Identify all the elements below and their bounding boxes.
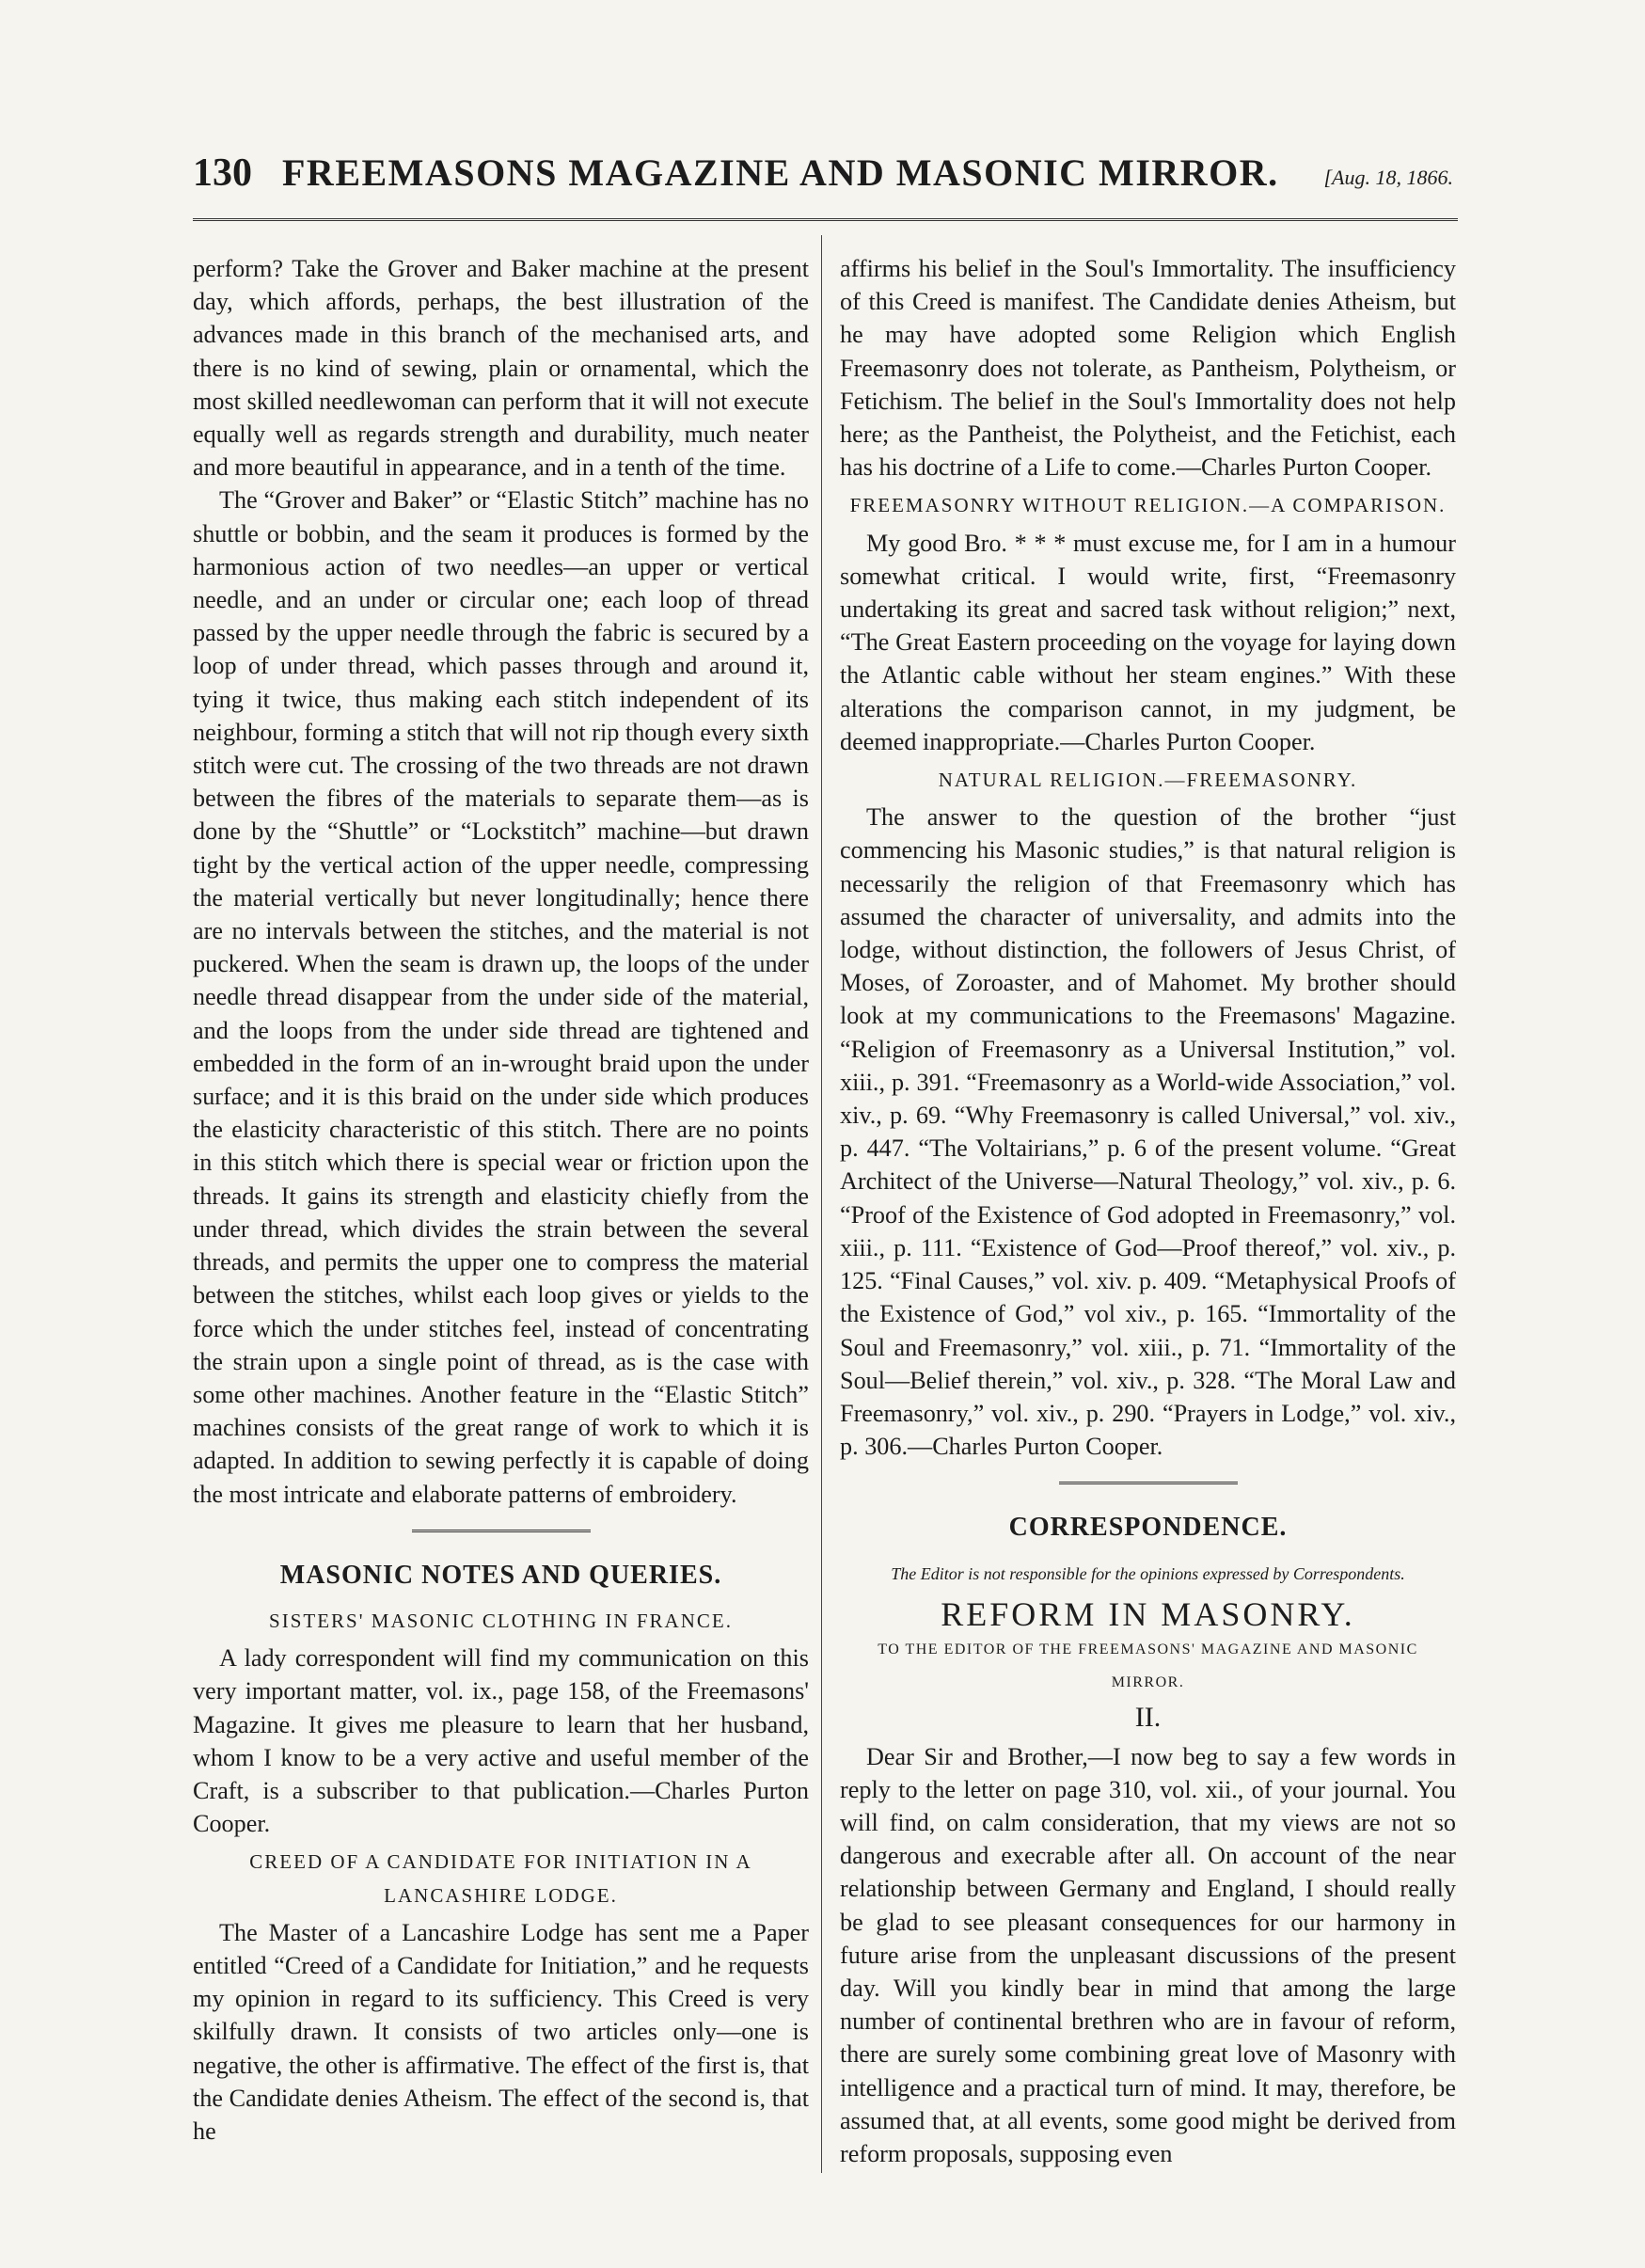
creed-heading: CREED OF A CANDIDATE FOR INITIATION IN A LANCASHIRE LODGE. [249, 1850, 752, 1907]
column-divider [821, 235, 822, 2173]
creed-text: The Master of a Lancashire Lodge has sent me a Paper entitled “Creed of a Candidate for Initiation,” and he requests my opinion in regard to its sufficiency. This Creed is very skilfully drawn. It consists of two articles only—one is negative, the other is affirmative. The effect of the first is, that the Candidate denies Atheism. The effect of the second is, that he [193, 1918, 809, 2145]
page-number: 130 [193, 151, 252, 195]
left-column [193, 252, 809, 2148]
reform-title: REFORM IN MASONRY. [941, 1594, 1355, 1633]
notes-heading: MASONIC NOTES AND QUERIES. [279, 1560, 722, 1590]
page-header [193, 151, 1453, 207]
reform-text: Dear Sir and Brother,—I now beg to say a few words in reply to the letter on page 310, vol. xii., of your journal. You will find, on calm consideration, that my views are not so dangerous and execrable after all. On account of the near relationship between Germany and England, I should really be glad to see pleasant consequences for our harmony in future arise from the unpleasant discussions of the present day. Will you kindly bear in mind that among the large number of continental brethren who are in favour of reform, there are surely some combining great love of Masonry with intelligence and a practical turn of mind. It may, therefore, be assumed that, at all events, some good might be derived from reform proposals, supposing even [840, 1742, 1456, 2167]
comparison-heading: FREEMASONRY WITHOUT RELIGION.—A COMPARISON. [849, 494, 1447, 517]
creed-continued-text: affirms his belief in the Soul's Immortality. The insufficiency of this Creed is manifest. The Candidate denies Atheism, but he may have adopted some Religion which English Freemasonry does not tolerate, as Pantheism, Polytheism, or Fetichism. The belief in the Soul's Immortality does not help here; as the Pantheist, the Polytheist, and the Fetichist, each has his doctrine of a Life to come.—Charles Purton Cooper. [840, 255, 1456, 482]
sisters-heading: SISTERS' MASONIC CLOTHING IN FRANCE. [269, 1609, 733, 1632]
article-paragraph: The “Grover and Baker” or “Elastic Stitch” machine has no shuttle or bobbin, and the seam it produces is formed by the harmonious action of two needles—an upper or vertical needle, and an under or circular one; each loop of thread passed by the upper needle through the fabric is secured by a loop of under thread, which passes through and around it, tying it twice, thus making each stitch independent of its neighbour, forming a stitch that will not rip though every sixth stitch were cut. The crossing of the two threads are not drawn between the fibres of the materials to separate them—as is done by the “Shuttle” or “Lockstitch” machine—but drawn tight by the vertical action of the upper needle, compressing the material vertically but never longitudinally; hence there are no intervals between the stitches, and the material is not puckered. When the seam is drawn up, the loops of the under needle thread disappear from the under side of the material, and the loops from the under side thread are tightened and embedded in the form of an in-wrought braid upon the under surface; and it is this braid on the under side which produces the elasticity characteristic of this stitch. There are no points in this stitch which there is special wear or friction upon the threads. It gains its strength and elasticity chiefly from the under thread, which divides the strain between the several threads, and permits the upper one to compress the material between the stitches, whilst each loop gives or yields to the force which the under stitches feel, instead of concentrating the strain upon a single point of thread, as is the case with some other machines. Another feature in the “Elastic Stitch” machines consists of the great range of work to which it is adapted. In addition to sewing perfectly it is capable of doing the most intricate and elaborate patterns of embroidery. [193, 486, 809, 1508]
comparison-text: My good Bro. * * * must excuse me, for I am in a humour somewhat critical. I would write, first, “Freemasonry undertaking its great and sacred task without religion;” next, “The Great Eastern proceeding on the voyage for laying down the Atlantic cable without her steam engines.” With these alterations the comparison cannot, in my judgment, be deemed inappropriate.—Charles Purton Cooper. [840, 529, 1456, 755]
sisters-text: A lady correspondent will find my communication on this very important matter, vol. ix., page 158, of the Freemasons' Magazine. It gives me pleasure to learn that her husband, whom I know to be a very active and useful member of the Craft, is a subscriber to that publication.—Charles Purton Cooper. [193, 1644, 809, 1838]
reform-subtitle: TO THE EDITOR OF THE FREEMASONS' MAGAZINE AND MASONIC MIRROR. [878, 1641, 1418, 1691]
correspondence-heading: CORRESPONDENCE. [1008, 1513, 1288, 1543]
issue-date: [Aug. 18, 1866. [1323, 166, 1453, 189]
natural-religion-heading: NATURAL RELIGION.—FREEMASONRY. [938, 769, 1358, 792]
section-rule [412, 1530, 591, 1532]
article-paragraph: perform? Take the Grover and Baker machine at the present day, which affords, perhaps, the best illustration of the advances made in this branch of the mechanised arts, and there is no kind of sewing, plain or ornamental, which the most skilled needlewoman can perform that it will not execute equally well as regards strength and durability, much neater and more beautiful in appearance, and in a tenth of the time. [193, 255, 809, 482]
natural-religion-text: The answer to the question of the brother “just commencing his Masonic studies,” is that natural religion is necessarily the religion of that Freemasonry which has assumed the character of universality, and admits into the lodge, without distinction, the followers of Jesus Christ, of Moses, of Zoroaster, and of Mahomet. My brother should look at my communications to the Freemasons' Magazine. “Religion of Freemasonry as a Universal Institution,” vol. xiii., p. 391. “Freemasonry as a World-wide Association,” vol. xiv., p. 69. “Why Freemasonry is called Universal,” vol. xiv., p. 447. “The Voltairians,” p. 6 of the present volume. “Great Architect of the Universe—Natural Theology,” vol. xiv., p. 6. “Proof of the Existence of God adopted in Freemasonry,” vol. xiii., p. 111. “Existence of God—Proof thereof,” vol. xiv., p. 125. “Final Causes,” vol. xiv. p. 409. “Metaphysical Proofs of the Existence of God,” vol xiv., p. 165. “Immortality of the Soul and Freemasonry,” vol. xiii., p. 71. “Immortality of the Soul—Belief therein,” vol. xiv., p. 328. “The Moral Law and Freemasonry,” vol. xiv., p. 290. “Prayers in Lodge,” vol. xiv., p. 306.—Charles Purton Cooper. [840, 803, 1456, 1461]
masthead-title: FREEMASONS MAGAZINE AND MASONIC MIRROR. [282, 151, 1279, 194]
reform-numeral: II. [1134, 1702, 1162, 1734]
editor-note: The Editor is not responsible for the opinions expressed by Correspondents. [891, 1563, 1405, 1583]
header-rule [193, 218, 1458, 221]
section-rule [1059, 1482, 1238, 1484]
right-column [840, 252, 1456, 2170]
